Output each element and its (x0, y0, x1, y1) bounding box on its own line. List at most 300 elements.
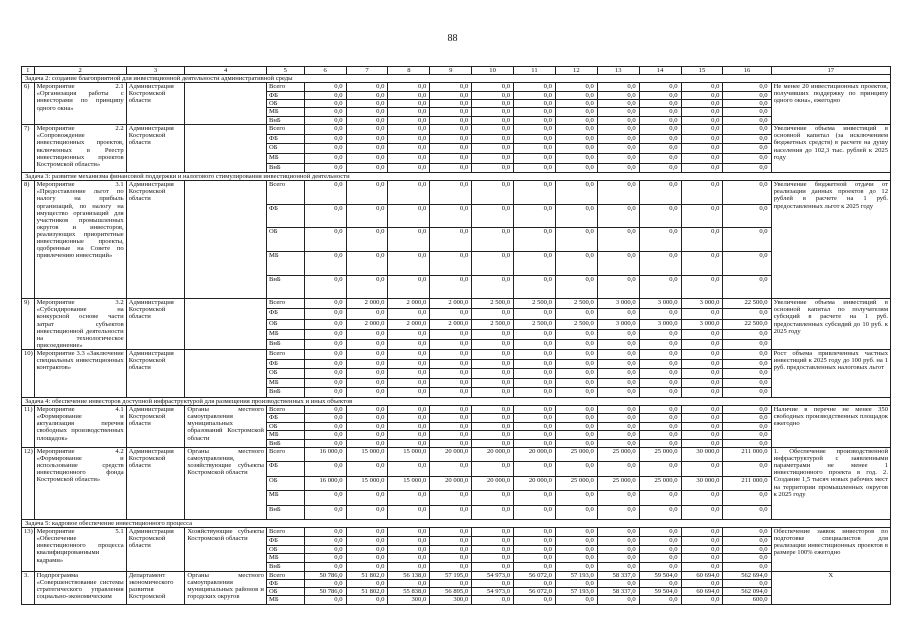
row-number: 6) (22, 83, 35, 125)
amount-cell: 211 000,0 (723, 448, 771, 462)
table-row (22, 406, 891, 414)
amount-cell: 0,0 (472, 554, 514, 563)
amount-cell: 0,0 (472, 462, 514, 476)
amount-cell: 2 000,0 (388, 299, 430, 309)
amount-cell: 0,0 (472, 204, 514, 228)
amount-cell: 55 838,0 (388, 588, 430, 596)
expected-result: Не менее 20 инвестиционных проектов, получивших поддержку по принципу одного окна», ежегодно (771, 83, 890, 125)
column-number: 1 (22, 67, 35, 75)
amount-cell: 0,0 (388, 329, 430, 339)
amount-cell: 0,0 (388, 580, 430, 588)
amount-cell: 0,0 (681, 349, 723, 359)
measure-name: Мероприятие 4.2 «Формирование и использование средств инвестиционного фонда Костромской области» (34, 448, 126, 520)
amount-cell: 58 337,0 (597, 572, 639, 580)
funding-source: ОБ (266, 545, 304, 554)
amount-cell: 0,0 (472, 144, 514, 154)
amount-cell: 20 000,0 (472, 448, 514, 462)
co-executor: Органы местного самоуправления муниципальных районов и городских округов (185, 572, 267, 604)
amount-cell: 22 500,0 (723, 299, 771, 309)
amount-cell: 0,0 (681, 91, 723, 99)
amount-cell: 0,0 (304, 505, 346, 519)
column-number: 7 (346, 67, 388, 75)
amount-cell: 0,0 (514, 309, 556, 319)
table-row (22, 572, 891, 580)
amount-cell: 0,0 (346, 125, 388, 135)
amount-cell: 0,0 (597, 388, 639, 398)
amount-cell: 0,0 (304, 563, 346, 572)
amount-cell: 0,0 (388, 339, 430, 349)
amount-cell: 0,0 (304, 319, 346, 329)
measure-name: Мероприятие 3.3 «Заключение специальных инвестиционных контрактов» (34, 349, 126, 397)
amount-cell: 0,0 (430, 554, 472, 563)
amount-cell: 0,0 (555, 431, 597, 439)
amount-cell: 0,0 (723, 309, 771, 319)
amount-cell: 0,0 (472, 414, 514, 422)
amount-cell: 0,0 (346, 554, 388, 563)
amount-cell: 0,0 (639, 116, 681, 124)
expected-result: Увеличение объема инвестиций в основной капитал (за исключением бюджетных средств) в расчете на душу населения до 102,3 тыс. рублей к 2025 году (771, 125, 890, 173)
amount-cell: 0,0 (597, 596, 639, 604)
amount-cell: 0,0 (388, 378, 430, 388)
amount-cell: 0,0 (723, 108, 771, 116)
amount-cell: 0,0 (597, 536, 639, 545)
amount-cell: 0,0 (346, 491, 388, 505)
amount-cell: 0,0 (430, 422, 472, 430)
amount-cell: 0,0 (430, 108, 472, 116)
table-row (22, 349, 891, 359)
amount-cell: 0,0 (555, 108, 597, 116)
amount-cell: 0,0 (430, 491, 472, 505)
amount-cell: 562 094,0 (723, 588, 771, 596)
amount-cell: 0,0 (430, 462, 472, 476)
amount-cell: 0,0 (681, 505, 723, 519)
section-title: Задача 5: кадровое обеспечение инвестиционного процесса (22, 519, 891, 527)
amount-cell: 0,0 (472, 491, 514, 505)
amount-cell: 0,0 (681, 204, 723, 228)
amount-cell: 0,0 (639, 414, 681, 422)
amount-cell: 0,0 (555, 536, 597, 545)
amount-cell: 0,0 (304, 528, 346, 537)
amount-cell: 0,0 (681, 181, 723, 205)
amount-cell: 0,0 (681, 528, 723, 537)
section-row (22, 397, 891, 405)
amount-cell: 0,0 (388, 462, 430, 476)
amount-cell: 0,0 (430, 329, 472, 339)
amount-cell: 300,0 (388, 596, 430, 604)
amount-cell: 0,0 (472, 505, 514, 519)
amount-cell: 0,0 (639, 580, 681, 588)
expected-result: 1. Обеспечение производственной инфраструктурой с заявленными параметрами не менее 1 инвестиционного проекта в год. 2. Создание 1,5 тысяч новых рабочих мест на территории промышленных округов к 2025 году (771, 448, 890, 520)
amount-cell: 0,0 (555, 406, 597, 414)
column-number: 2 (34, 67, 126, 75)
amount-cell: 0,0 (555, 163, 597, 173)
amount-cell: 0,0 (430, 536, 472, 545)
amount-cell: 0,0 (514, 369, 556, 379)
funding-source: Всего (266, 528, 304, 537)
amount-cell: 0,0 (514, 181, 556, 205)
funding-source: ФБ (266, 580, 304, 588)
funding-source: МБ (266, 252, 304, 276)
funding-source: МБ (266, 108, 304, 116)
amount-cell: 0,0 (388, 134, 430, 144)
amount-cell: 0,0 (472, 596, 514, 604)
amount-cell: 0,0 (388, 275, 430, 299)
amount-cell: 0,0 (555, 359, 597, 369)
co-executor (185, 181, 267, 299)
responsible-executor: Администрация Костромской области (126, 83, 185, 125)
amount-cell: 0,0 (723, 329, 771, 339)
amount-cell: 0,0 (304, 554, 346, 563)
amount-cell: 0,0 (597, 144, 639, 154)
amount-cell: 0,0 (597, 91, 639, 99)
amount-cell: 0,0 (597, 83, 639, 91)
amount-cell: 0,0 (346, 144, 388, 154)
amount-cell: 211 000,0 (723, 476, 771, 490)
amount-cell: 0,0 (304, 163, 346, 173)
amount-cell: 0,0 (472, 163, 514, 173)
funding-source: МБ (266, 153, 304, 163)
amount-cell: 0,0 (597, 369, 639, 379)
amount-cell: 0,0 (346, 596, 388, 604)
amount-cell: 0,0 (723, 554, 771, 563)
amount-cell: 0,0 (346, 309, 388, 319)
column-number: 12 (555, 67, 597, 75)
amount-cell: 0,0 (639, 83, 681, 91)
amount-cell: 22 500,0 (723, 319, 771, 329)
amount-cell: 0,0 (723, 369, 771, 379)
amount-cell: 0,0 (639, 378, 681, 388)
amount-cell: 0,0 (304, 144, 346, 154)
amount-cell: 0,0 (514, 100, 556, 108)
amount-cell: 0,0 (388, 528, 430, 537)
amount-cell: 50 786,0 (304, 572, 346, 580)
amount-cell: 0,0 (555, 505, 597, 519)
amount-cell: 20 000,0 (514, 448, 556, 462)
amount-cell: 0,0 (472, 536, 514, 545)
amount-cell: 0,0 (346, 339, 388, 349)
amount-cell: 0,0 (388, 125, 430, 135)
amount-cell: 0,0 (639, 431, 681, 439)
responsible-executor: Администрация Костромской области (126, 349, 185, 397)
amount-cell: 0,0 (681, 545, 723, 554)
row-number: 10) (22, 349, 35, 397)
funding-source: МБ (266, 378, 304, 388)
amount-cell: 0,0 (346, 359, 388, 369)
amount-cell: 0,0 (723, 406, 771, 414)
amount-cell: 0,0 (681, 491, 723, 505)
amount-cell: 0,0 (346, 369, 388, 379)
amount-cell: 0,0 (430, 378, 472, 388)
funding-source: Всего (266, 83, 304, 91)
amount-cell: 0,0 (430, 528, 472, 537)
table-row (22, 448, 891, 462)
amount-cell: 0,0 (430, 563, 472, 572)
column-number: 8 (388, 67, 430, 75)
amount-cell: 0,0 (472, 252, 514, 276)
amount-cell: 0,0 (681, 359, 723, 369)
amount-cell: 0,0 (639, 329, 681, 339)
row-number: 11) (22, 406, 35, 448)
amount-cell: 0,0 (639, 388, 681, 398)
amount-cell: 57 195,0 (430, 572, 472, 580)
amount-cell: 0,0 (681, 596, 723, 604)
amount-cell: 0,0 (555, 91, 597, 99)
amount-cell: 0,0 (472, 431, 514, 439)
amount-cell: 0,0 (555, 369, 597, 379)
amount-cell: 57 193,0 (555, 588, 597, 596)
amount-cell: 0,0 (681, 100, 723, 108)
section-row (22, 173, 891, 181)
row-number: 9) (22, 299, 35, 350)
amount-cell: 0,0 (388, 153, 430, 163)
amount-cell: 0,0 (472, 580, 514, 588)
amount-cell: 0,0 (681, 153, 723, 163)
amount-cell: 0,0 (597, 554, 639, 563)
amount-cell: 0,0 (597, 505, 639, 519)
amount-cell: 0,0 (304, 100, 346, 108)
amount-cell: 0,0 (514, 339, 556, 349)
amount-cell: 600,0 (723, 596, 771, 604)
amount-cell: 0,0 (597, 228, 639, 252)
amount-cell: 0,0 (597, 545, 639, 554)
amount-cell: 0,0 (681, 422, 723, 430)
row-number: 8) (22, 181, 35, 299)
amount-cell: 0,0 (388, 228, 430, 252)
amount-cell: 0,0 (681, 108, 723, 116)
funding-source: ВнБ (266, 116, 304, 124)
amount-cell: 0,0 (681, 275, 723, 299)
amount-cell: 0,0 (388, 439, 430, 447)
amount-cell: 0,0 (639, 181, 681, 205)
amount-cell: 0,0 (304, 204, 346, 228)
funding-source: ВнБ (266, 163, 304, 173)
amount-cell: 0,0 (723, 116, 771, 124)
amount-cell: 0,0 (304, 388, 346, 398)
amount-cell: 0,0 (514, 228, 556, 252)
amount-cell: 0,0 (723, 491, 771, 505)
amount-cell: 0,0 (472, 181, 514, 205)
amount-cell: 0,0 (555, 422, 597, 430)
amount-cell: 0,0 (472, 116, 514, 124)
page-number: 88 (447, 33, 458, 44)
amount-cell: 0,0 (430, 339, 472, 349)
amount-cell: 0,0 (597, 378, 639, 388)
amount-cell: 0,0 (514, 439, 556, 447)
amount-cell: 0,0 (346, 439, 388, 447)
amount-cell: 25 000,0 (597, 476, 639, 490)
amount-cell: 0,0 (723, 349, 771, 359)
funding-source: ФБ (266, 414, 304, 422)
amount-cell: 3 000,0 (681, 299, 723, 309)
amount-cell: 0,0 (681, 536, 723, 545)
expected-result: Увеличение объема инвестиций в основной капитал по получателям субсидий в расчете на 1 руб. предоставленных субсидий до 10 руб. к 2025 году (771, 299, 890, 350)
amount-cell: 0,0 (304, 491, 346, 505)
amount-cell: 0,0 (597, 349, 639, 359)
amount-cell: 0,0 (681, 339, 723, 349)
amount-cell: 0,0 (472, 108, 514, 116)
amount-cell: 0,0 (346, 163, 388, 173)
amount-cell: 0,0 (639, 100, 681, 108)
amount-cell: 0,0 (723, 505, 771, 519)
amount-cell: 0,0 (723, 100, 771, 108)
amount-cell: 0,0 (555, 563, 597, 572)
amount-cell: 0,0 (555, 204, 597, 228)
amount-cell: 0,0 (639, 349, 681, 359)
measure-name: Мероприятие 3.1 «Предоставление льгот по налогу на прибыль организаций, по налогу на имущество организаций для участников промышленных округов и инвесторов, реализующих приоритетные инвестиционные проекты, одобренные на Совете по привлечению инвестиций» (34, 181, 126, 299)
amount-cell: 0,0 (304, 462, 346, 476)
amount-cell: 0,0 (555, 329, 597, 339)
amount-cell: 0,0 (388, 369, 430, 379)
amount-cell: 0,0 (681, 116, 723, 124)
amount-cell: 0,0 (430, 505, 472, 519)
amount-cell: 0,0 (430, 100, 472, 108)
amount-cell: 0,0 (388, 204, 430, 228)
amount-cell: 0,0 (639, 91, 681, 99)
measure-name: Подпрограмма «Совершенствование системы стратегического управления социально-экономическим (34, 572, 126, 604)
amount-cell: 16 000,0 (304, 476, 346, 490)
amount-cell: 3 000,0 (597, 299, 639, 309)
amount-cell: 0,0 (555, 275, 597, 299)
amount-cell: 0,0 (430, 116, 472, 124)
amount-cell: 0,0 (555, 134, 597, 144)
amount-cell: 0,0 (472, 439, 514, 447)
amount-cell: 0,0 (388, 554, 430, 563)
responsible-executor: Администрация Костромской области (126, 125, 185, 173)
amount-cell: 0,0 (472, 339, 514, 349)
amount-cell: 0,0 (388, 388, 430, 398)
amount-cell: 0,0 (346, 388, 388, 398)
amount-cell: 0,0 (723, 563, 771, 572)
amount-cell: 2 500,0 (472, 299, 514, 309)
amount-cell: 0,0 (514, 125, 556, 135)
amount-cell: 0,0 (597, 528, 639, 537)
amount-cell: 0,0 (346, 100, 388, 108)
amount-cell: 0,0 (346, 228, 388, 252)
amount-cell: 0,0 (388, 406, 430, 414)
amount-cell: 0,0 (681, 134, 723, 144)
funding-source: ОБ (266, 228, 304, 252)
amount-cell: 0,0 (472, 329, 514, 339)
amount-cell: 0,0 (597, 108, 639, 116)
amount-cell: 0,0 (597, 329, 639, 339)
funding-source: Всего (266, 448, 304, 462)
amount-cell: 0,0 (639, 536, 681, 545)
amount-cell: 0,0 (597, 116, 639, 124)
amount-cell: 0,0 (388, 116, 430, 124)
funding-source: ОБ (266, 144, 304, 154)
amount-cell: 0,0 (304, 378, 346, 388)
amount-cell: 0,0 (681, 309, 723, 319)
funding-source: ФБ (266, 91, 304, 99)
amount-cell: 0,0 (514, 275, 556, 299)
amount-cell: 0,0 (430, 388, 472, 398)
amount-cell: 2 500,0 (514, 299, 556, 309)
amount-cell: 15 000,0 (388, 476, 430, 490)
amount-cell: 0,0 (555, 388, 597, 398)
amount-cell: 0,0 (346, 563, 388, 572)
amount-cell: 0,0 (639, 554, 681, 563)
amount-cell: 0,0 (304, 153, 346, 163)
amount-cell: 0,0 (346, 252, 388, 276)
amount-cell: 0,0 (346, 181, 388, 205)
header-row (22, 67, 891, 75)
funding-source: ВнБ (266, 563, 304, 572)
amount-cell: 56 072,0 (514, 588, 556, 596)
amount-cell: 0,0 (430, 83, 472, 91)
funding-source: ФБ (266, 359, 304, 369)
amount-cell: 0,0 (304, 91, 346, 99)
amount-cell: 0,0 (472, 545, 514, 554)
amount-cell: 0,0 (555, 181, 597, 205)
amount-cell: 0,0 (430, 144, 472, 154)
amount-cell: 0,0 (597, 422, 639, 430)
amount-cell: 0,0 (681, 462, 723, 476)
section-row (22, 75, 891, 83)
amount-cell: 0,0 (597, 580, 639, 588)
amount-cell: 0,0 (723, 228, 771, 252)
amount-cell: 0,0 (639, 275, 681, 299)
funding-source: ВнБ (266, 505, 304, 519)
amount-cell: 0,0 (681, 228, 723, 252)
amount-cell: 0,0 (346, 462, 388, 476)
amount-cell: 0,0 (304, 116, 346, 124)
amount-cell: 562 694,0 (723, 572, 771, 580)
amount-cell: 0,0 (681, 388, 723, 398)
amount-cell: 0,0 (681, 125, 723, 135)
amount-cell: 0,0 (639, 491, 681, 505)
funding-source: ОБ (266, 422, 304, 430)
funding-source: ФБ (266, 536, 304, 545)
responsible-executor: Администрация Костромской области (126, 299, 185, 350)
amount-cell: 0,0 (639, 406, 681, 414)
amount-cell: 0,0 (514, 536, 556, 545)
amount-cell: 0,0 (597, 431, 639, 439)
amount-cell: 0,0 (514, 153, 556, 163)
amount-cell: 0,0 (430, 349, 472, 359)
amount-cell: 0,0 (681, 414, 723, 422)
responsible-executor: Департамент экономического развития Костромской (126, 572, 185, 604)
amount-cell: 0,0 (723, 580, 771, 588)
amount-cell: 0,0 (472, 349, 514, 359)
amount-cell: 0,0 (472, 125, 514, 135)
amount-cell: 0,0 (723, 545, 771, 554)
table-row (22, 125, 891, 135)
amount-cell: 0,0 (723, 144, 771, 154)
amount-cell: 0,0 (430, 414, 472, 422)
amount-cell: 0,0 (555, 439, 597, 447)
amount-cell: 0,0 (681, 163, 723, 173)
amount-cell: 20 000,0 (514, 476, 556, 490)
amount-cell: 0,0 (346, 204, 388, 228)
amount-cell: 3 000,0 (597, 319, 639, 329)
amount-cell: 0,0 (304, 406, 346, 414)
amount-cell: 0,0 (514, 563, 556, 572)
amount-cell: 0,0 (304, 299, 346, 309)
amount-cell: 0,0 (472, 309, 514, 319)
amount-cell: 0,0 (430, 431, 472, 439)
amount-cell: 0,0 (388, 491, 430, 505)
amount-cell: 30 000,0 (681, 448, 723, 462)
column-number: 14 (639, 67, 681, 75)
amount-cell: 0,0 (472, 83, 514, 91)
amount-cell: 0,0 (346, 406, 388, 414)
amount-cell: 56 895,0 (430, 588, 472, 596)
amount-cell: 0,0 (472, 563, 514, 572)
amount-cell: 0,0 (346, 153, 388, 163)
table-row (22, 181, 891, 205)
amount-cell: 0,0 (304, 422, 346, 430)
amount-cell: 0,0 (723, 528, 771, 537)
